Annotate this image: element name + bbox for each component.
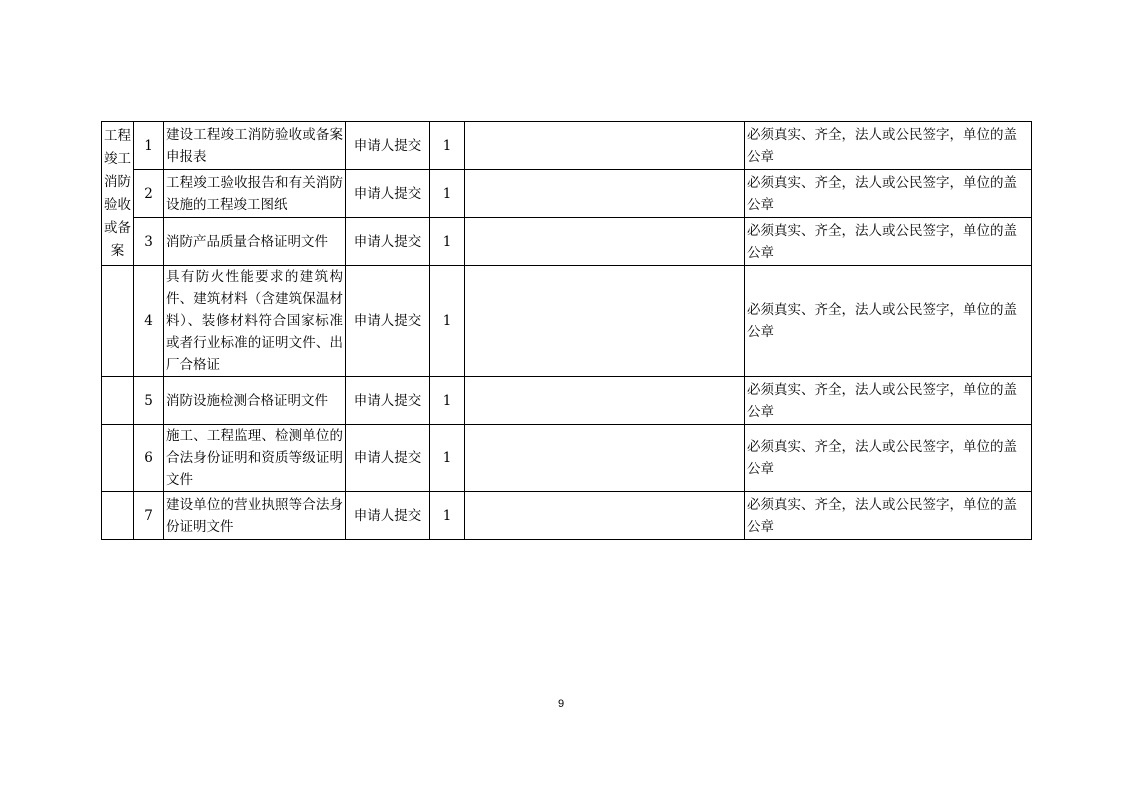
- category-cell-continued: [102, 492, 134, 540]
- category-cell: 工程竣工消防验收或备案: [102, 122, 134, 266]
- material-source: 申请人提交: [346, 492, 430, 540]
- table-row: [102, 170, 1032, 218]
- requirement-cell: 必须真实、齐全，法人或公民签字，单位的盖公章: [745, 425, 1032, 492]
- table-row: [102, 377, 1032, 425]
- category-cell-continued: [102, 425, 134, 492]
- copy-count: 1: [430, 377, 465, 425]
- material-source: 申请人提交: [346, 377, 430, 425]
- row-number: 4: [134, 266, 164, 377]
- note-cell: [465, 122, 745, 170]
- material-source: 申请人提交: [346, 218, 430, 266]
- table-row: [102, 425, 1032, 492]
- page-number: 9: [557, 698, 565, 710]
- table-row: [102, 122, 1032, 170]
- material-name: 建设单位的营业执照等合法身份证明文件: [164, 492, 346, 540]
- material-name: 消防产品质量合格证明文件: [164, 218, 346, 266]
- copy-count: 1: [430, 492, 465, 540]
- material-name: 工程竣工验收报告和有关消防设施的工程竣工图纸: [164, 170, 346, 218]
- note-cell: [465, 492, 745, 540]
- material-name: 具有防火性能要求的建筑构件、建筑材料（含建筑保温材料）、装修材料符合国家标准或者行业标准的证明文件、出厂合格证: [164, 266, 346, 377]
- row-number: 6: [134, 425, 164, 492]
- note-cell: [465, 218, 745, 266]
- material-name: 消防设施检测合格证明文件: [164, 377, 346, 425]
- row-number: 5: [134, 377, 164, 425]
- material-name: 建设工程竣工消防验收或备案申报表: [164, 122, 346, 170]
- table-row: [102, 492, 1032, 540]
- requirement-cell: 必须真实、齐全，法人或公民签字，单位的盖公章: [745, 170, 1032, 218]
- row-number: 2: [134, 170, 164, 218]
- material-source: 申请人提交: [346, 425, 430, 492]
- category-cell-continued: [102, 266, 134, 377]
- material-source: 申请人提交: [346, 122, 430, 170]
- note-cell: [465, 170, 745, 218]
- table-row: [102, 266, 1032, 377]
- copy-count: 1: [430, 425, 465, 492]
- copy-count: 1: [430, 218, 465, 266]
- material-source: 申请人提交: [346, 170, 430, 218]
- note-cell: [465, 266, 745, 377]
- requirement-cell: 必须真实、齐全，法人或公民签字，单位的盖公章: [745, 266, 1032, 377]
- row-number: 1: [134, 122, 164, 170]
- requirement-cell: 必须真实、齐全，法人或公民签字，单位的盖公章: [745, 377, 1032, 425]
- requirement-cell: 必须真实、齐全，法人或公民签字，单位的盖公章: [745, 218, 1032, 266]
- material-name: 施工、工程监理、检测单位的合法身份证明和资质等级证明文件: [164, 425, 346, 492]
- requirement-cell: 必须真实、齐全，法人或公民签字，单位的盖公章: [745, 492, 1032, 540]
- table-row: [102, 218, 1032, 266]
- row-number: 3: [134, 218, 164, 266]
- row-number: 7: [134, 492, 164, 540]
- category-cell-continued: [102, 377, 134, 425]
- note-cell: [465, 377, 745, 425]
- note-cell: [465, 425, 745, 492]
- requirement-cell: 必须真实、齐全，法人或公民签字，单位的盖公章: [745, 122, 1032, 170]
- copy-count: 1: [430, 266, 465, 377]
- copy-count: 1: [430, 122, 465, 170]
- copy-count: 1: [430, 170, 465, 218]
- materials-table: [101, 121, 1032, 540]
- material-source: 申请人提交: [346, 266, 430, 377]
